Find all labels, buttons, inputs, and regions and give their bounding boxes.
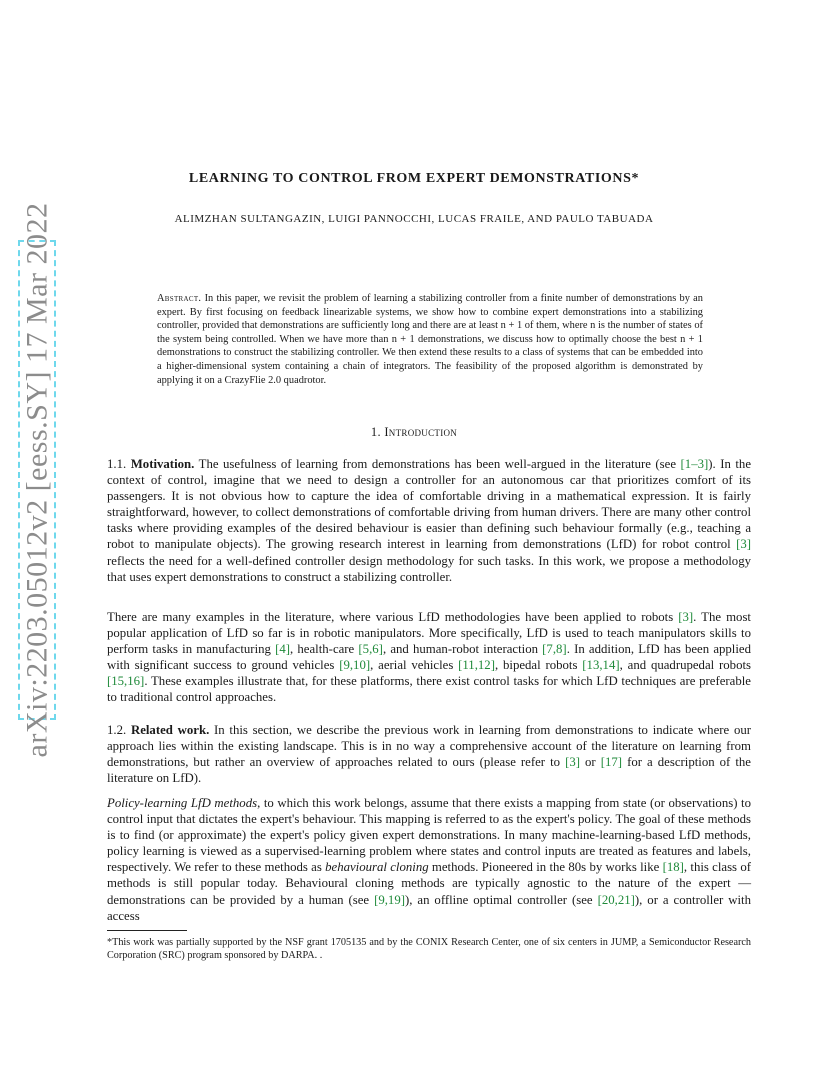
paragraph-motivation-2 xyxy=(107,609,751,706)
text-span: , aerial vehicles xyxy=(370,658,459,673)
citation-link[interactable]: [3] xyxy=(678,610,694,624)
citation-link[interactable]: [4] xyxy=(275,642,291,657)
text-span: , bipedal robots xyxy=(494,658,583,673)
subsection-number: 1.2. xyxy=(107,723,127,737)
arxiv-identifier-text: arXiv:2203.05012v2 [eess.SY] 17 Mar 2022 xyxy=(20,202,53,758)
section-number: 1. xyxy=(370,425,381,439)
paper-title: LEARNING TO CONTROL FROM EXPERT DEMONSTRATIONS* xyxy=(188,171,640,186)
citation-link[interactable]: [7,8] xyxy=(542,642,567,657)
subsection-title-related-work: Related work. xyxy=(130,723,210,737)
text-span: There are many examples in the literature, where various LfD methodologies have been applied to robots xyxy=(107,610,679,624)
text-span: ). In the context of control, imagine that we need to design a controller for an autonomous car that prioritizes comfort of its passengers. It is not obvious how to capture the idea of comfortable driving in a mathematical expression. It is fairly straightforward, however, to collect demonstrations of comfortable driving from human drivers. There are many other control tasks where providing examples of the desired behaviour is easier than defining such behaviour formally (e.g., teaching a robot to manipulate objects). The growing research interest in learning from demonstrations (LfD) for robot control xyxy=(107,457,752,552)
citation-link[interactable]: [11,12] xyxy=(458,658,495,673)
footnote: *This work was partially supported by the NSF grant 1705135 and by the CONIX Research Center, one of six centers in JUMP, a Semiconductor Research Corporation (SRC) program sponsored by DARPA. . xyxy=(107,937,751,961)
citation-link[interactable]: [20,21] xyxy=(597,892,635,907)
text-span: , this class of methods is still popular today. Behavioural cloning methods are typically agnostic to the nature of the expert — demonstrations can be provided by a human (see xyxy=(107,860,751,907)
section-heading-introduction xyxy=(0,425,828,440)
citation-link[interactable]: [5,6] xyxy=(358,642,383,657)
text-span: , and human-robot interaction xyxy=(382,642,543,657)
text-span: , and quadrupedal robots xyxy=(619,658,751,673)
abstract-text: In this paper, we revisit the problem of learning a stabilizing controller from a finite number of demonstrations by an expert. By first focusing on feedback linearizable systems, we show how to combine expert demonstrations into a stabilizing controller, provided that demonstrations are sufficiently long and there are at least n + 1 of them, where n is the number of states of the system being controlled. When we have more than n + 1 demonstrations, we discuss how to optimally choose the best n + 1 demonstrations to construct the stabilizing controller. We then extend these results to a class of systems that can be embedded into a higher-dimensional system containing a chain of integrators. The feasibility of the proposed algorithm is demonstrated by applying it on a CrazyFlie 2.0 quadrotor. xyxy=(157,293,703,386)
abstract xyxy=(157,292,703,387)
text-span: ), or a controller with access xyxy=(107,892,751,923)
citation-link[interactable]: [9,19] xyxy=(374,892,405,907)
arxiv-identifier-stamp xyxy=(18,202,56,758)
text-span: reflects the need for a well-defined controller design methodology for such tasks. In this work, we propose a methodology that uses expert demonstrations to construct a stabilizing controller. xyxy=(107,553,751,584)
abstract-label: Abstract. xyxy=(157,293,202,304)
subsection-number: 1.1. xyxy=(107,457,127,471)
citation-link[interactable]: [17] xyxy=(600,755,623,770)
text-span: , to which this work belongs, assume that there exists a mapping from state (or observations) to control input that dictates the expert's behaviour. This mapping is referred to as the expert's policy. The goal of these methods is to find (or approximate) the expert's policy given expert demonstrations. In many machine-learning-based LfD methods, policy learning is viewed as a supervised-learning problem where states and control inputs are treated as features and labels, respectively. We refer to these methods as xyxy=(107,796,752,875)
citation-link[interactable]: [3] xyxy=(736,537,751,552)
citation-link[interactable]: [3] xyxy=(565,755,580,770)
paragraph-related-work-1 xyxy=(107,722,751,786)
emphasis-text: behavioural cloning xyxy=(325,860,429,875)
paper-authors: ALIMZHAN SULTANGAZIN, LUIGI PANNOCCHI, LUCAS FRAILE, AND PAULO TABUADA xyxy=(174,213,654,225)
citation-link[interactable]: [9,10] xyxy=(339,658,371,673)
footnote-divider xyxy=(107,930,187,931)
citation-link[interactable]: [1–3] xyxy=(680,457,709,471)
subsection-title-motivation: Motivation. xyxy=(130,457,195,471)
text-span: for a description of the literature on LfD). xyxy=(107,755,751,786)
citation-link[interactable]: [15,16] xyxy=(107,674,145,689)
text-span: . In addition, LfD has been applied with significant success to ground vehicles xyxy=(107,642,751,673)
text-span: ), an offline optimal controller (see xyxy=(404,892,598,907)
paragraph-motivation-1 xyxy=(107,456,751,585)
emphasis-text: Policy-learning LfD methods xyxy=(107,796,258,810)
text-span: In this section, we describe the previous work in learning from demonstrations to indicate where our approach lies within the existing landscape. This is in no way a comprehensive account of the literature on learning from demonstrations, but rather an overview of approaches related to ours (please refer to xyxy=(107,723,751,770)
text-span: or xyxy=(580,755,601,770)
text-span: methods. Pioneered in the 80s by works like xyxy=(428,860,663,875)
text-span: The usefulness of learning from demonstrations has been well-argued in the literature (see xyxy=(198,457,681,471)
citation-link[interactable]: [18] xyxy=(662,860,684,875)
text-span: . These examples illustrate that, for these platforms, there exist control tasks for which LfD techniques are preferable to traditional control approaches. xyxy=(107,674,751,705)
text-span: , health-care xyxy=(290,642,359,657)
citation-link[interactable]: [13,14] xyxy=(582,658,620,673)
section-title: Introduction xyxy=(384,425,458,439)
paragraph-related-work-2 xyxy=(107,795,751,924)
text-span: . The most popular application of LfD so far is in robotic manipulators. More specifically, LfD is used to teach manipulators skills to perform tasks in manufacturing xyxy=(107,610,751,657)
